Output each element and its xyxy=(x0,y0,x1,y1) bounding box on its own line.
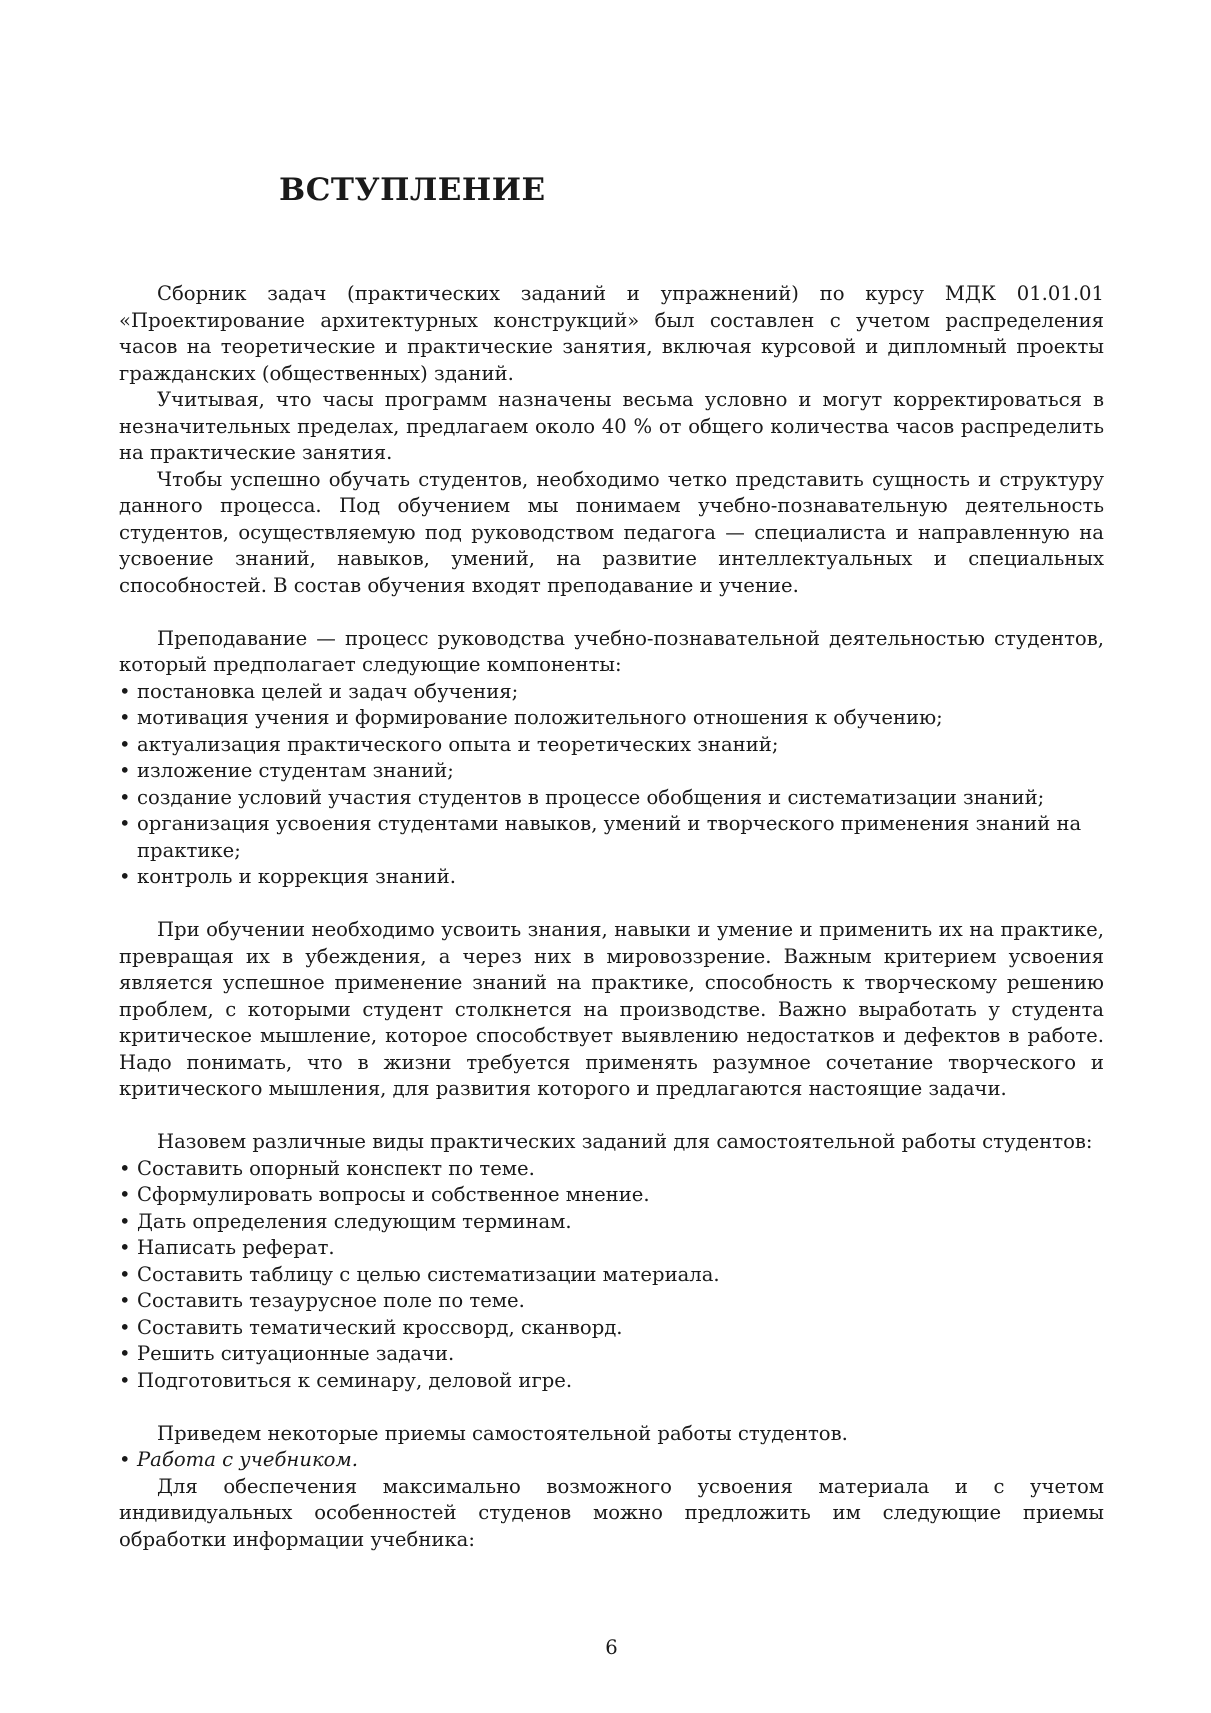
list-item: • постановка целей и задач обучения; xyxy=(119,679,519,703)
list-item: • Решить ситуационные задачи. xyxy=(119,1342,455,1365)
paragraph-learning: Чтобы успешно обучать студентов, необходимо четко представить сущность и структуру данного процесса. Под обучением мы понимаем учебно-познавательную деятельность студентов, осуществляемую под руководством педагога — специалиста и направленную на усвоение знаний, навыков, умений, на развитие интеллектуальных и специальных способностей. В состав обучения входят преподавание и учение. xyxy=(119,467,1104,597)
tasks-list xyxy=(119,1156,1104,1395)
paragraph-teaching: Преподавание — процесс руководства учебно-познавательной деятельностью студентов, который предполагает следующие компоненты: xyxy=(119,626,1104,676)
paragraph-textbook: Для обеспечения максимально возможного усвоения материала и с учетом индивидуальных особенностей студенов можно предложить им следующие приемы обработки информации учебника: xyxy=(119,1474,1104,1551)
page-title: ВСТУПЛЕНИЕ xyxy=(279,172,546,208)
list-item: • Составить тезаурусное поле по теме. xyxy=(119,1289,525,1312)
paragraph-techniques: Приведем некоторые приемы самостоятельной работы студентов. xyxy=(157,1421,848,1445)
list-item: • Работа с учебником. xyxy=(119,1448,358,1471)
paragraph-task-types: Назовем различные виды практических заданий для самостоятельной работы студентов: xyxy=(157,1130,1093,1153)
techniques-list xyxy=(119,1447,1104,1474)
page-number: 6 xyxy=(605,1636,618,1659)
components-list xyxy=(119,679,1104,891)
list-item: • Составить опорный конспект по теме. xyxy=(119,1156,535,1180)
paragraph-hours: Учитывая, что часы программ назначены весьма условно и могут корректироваться в незначительных пределах, предлагаем около 40 % от общего количества часов распределить на практические занятия. xyxy=(119,388,1104,464)
paragraph-intro: Сборник задач (практических заданий и упражнений) по курсу МДК 01.01.01 «Проектирование архитектурных конструкций» был составлен с учетом распределения часов на теоретические и практические занятия, включая курсовой и дипломный проекты гражданских (общественных) зданий. xyxy=(119,282,1104,385)
list-item: • актуализация практического опыта и теоретических знаний; xyxy=(119,732,779,756)
paragraph-practice: При обучении необходимо усвоить знания, навыки и умение и применить их на практике, превращая их в убеждения, а через них в мировоззрение. Важным критерием усвоения является успешное применение знаний на практике, способность к творческому решению проблем, с которыми студент столкнется на производстве. Важно выработать у студента критическое мышление, которое способствует выявлению недостатков и дефектов в работе. Надо понимать, что в жизни требуется применять разумное сочетание творческого и критического мышления, для развития которого и предлагаются настоящие задачи. xyxy=(119,918,1104,1100)
list-item: • создание условий участия студентов в процессе обобщения и систематизации знаний; xyxy=(119,785,1045,809)
list-item: • Подготовиться к семинару, деловой игре. xyxy=(119,1368,573,1392)
list-item: • мотивация учения и формирование положительного отношения к обучению; xyxy=(119,706,943,729)
list-item: • Составить тематический кроссворд, сканворд. xyxy=(119,1315,623,1339)
list-item: • Написать реферат. xyxy=(119,1236,335,1259)
list-item: • организация усвоения студентами навыков, умений и творческого применения знаний на практике; xyxy=(119,812,1082,862)
list-item: • Сформулировать вопросы и собственное мнение. xyxy=(119,1183,650,1206)
body-text xyxy=(119,281,1104,1553)
list-item: • Дать определения следующим терминам. xyxy=(119,1209,572,1233)
list-item: • Составить таблицу с целью систематизации материала. xyxy=(119,1262,720,1286)
document-page xyxy=(119,0,1104,1713)
list-item: • контроль и коррекция знаний. xyxy=(119,865,456,888)
list-item: • изложение студентам знаний; xyxy=(119,759,454,782)
